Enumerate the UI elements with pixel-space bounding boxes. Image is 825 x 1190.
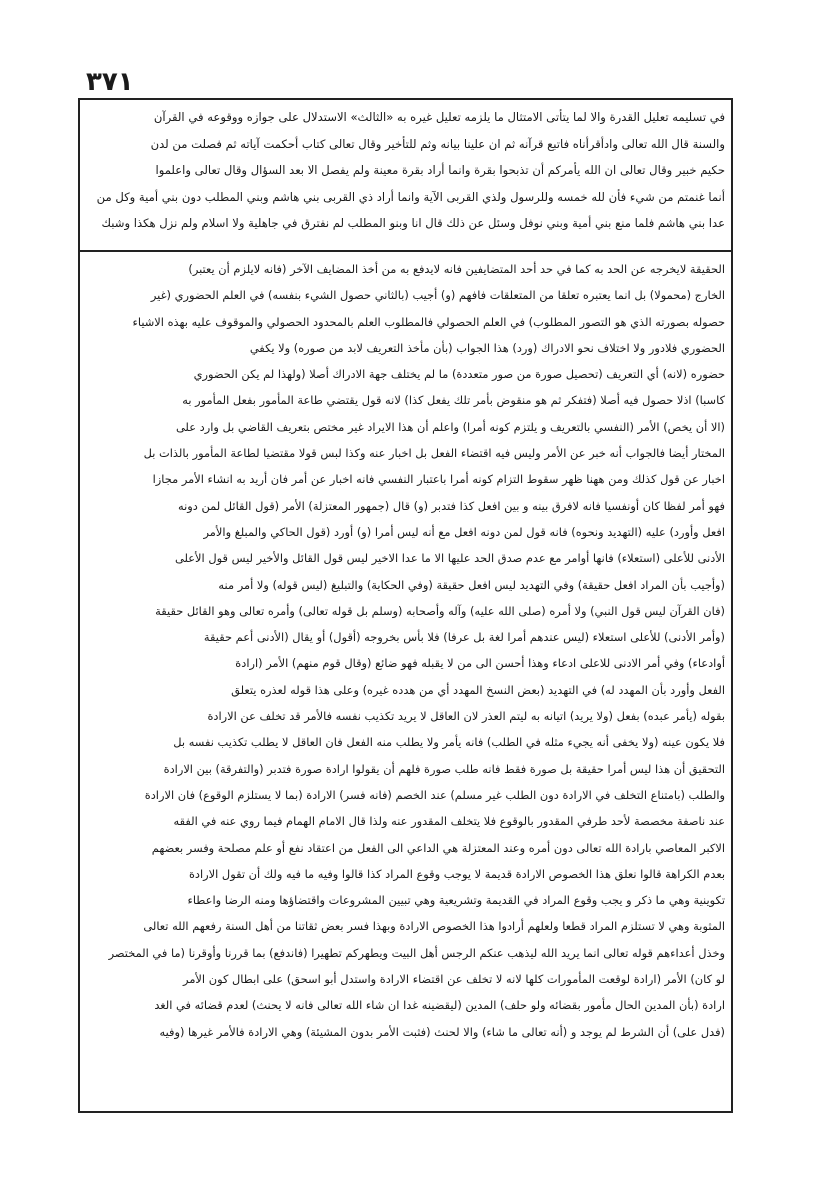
upper-line: في تسليمه تعليل القدرة والا لما يتأتى الامتثال ما يلزمه تعليل غيره به «الثالث» الاستدلال على جوازه ووقوعه في القرآن: [153, 110, 725, 124]
lower-line: الحقيقة لايخرجه عن الحد به كما في حد أحد المتضايفين فانه لايدفع به من أخذ المضايف الآخر (فانه لايلزم أن يعتبر): [188, 262, 725, 276]
lower-line: ارادة (بأن المدين الحال مأمور بقضائه ولو حلف) المدين (ليقضينه غدا ان شاء الله تعالى فانه لا يحنث) لعدم قضائه في الغد: [154, 998, 725, 1013]
lower-line: وخذل أعداءهم قوله تعالى انما يريد الله ليذهب عنكم الرجس أهل البيت ويطهركم تطهيرا (فاندفع) بما قررنا وأوقرنا (ما في المختصر: [108, 945, 725, 960]
lower-line: افعل وأورد) عليه (التهديد ونحوه) فانه قول لمن دونه افعل مع أنه ليس أمرا (و) أورد (قول الحاكي والمبلغ والأمر: [203, 524, 725, 539]
lower-line: والطلب (بامتناع التخلف في الارادة دون الطلب غير مسلم) عند الخصم (فانه فسر) الارادة (بما لا يستلزم الوقوع) فان الارادة: [144, 787, 725, 802]
lower-line: بعدم الكراهة قالوا نعلق هذا الخصوص الارادة قديمة لا يوجب وقوع المراد كذا قالوا وفيه ما فيه ولك أن تقول الارادة: [188, 866, 725, 881]
lower-line: لو كان) الأمر (ارادة لوقعت المأمورات كلها لانه لا تخلف عن اقتضاء الارادة واستدل أبو اسحق) على ابطال كون الأمر: [183, 972, 725, 987]
lower-line: (فان القرآن ليس قول النبي) ولا أمره (صلى الله عليه) وآله وأصحابه (وسلم بل قوله تعالى) وأمره تعالى وهو القائل حقيقة: [155, 603, 725, 618]
lower-line: كاسبا) اذلا حصول فيه أصلا (فتفكر ثم هو منقوض بأمر تلك يفعل كذا) لانه قول يقتضي طاعة المأمور بفعل المأمور به: [182, 393, 725, 408]
upper-line: أنما غنمتم من شيء فأن لله خمسه وللرسول ولذي القربى الآية وانما أراد ذي القربى بني هاشم وبني المطلب دون بني أمية وكل من: [96, 189, 725, 204]
upper-line: عدا بني هاشم فلما منع بني أمية وبني نوفل وسئل عن ذلك قال انا وبنو المطلب لم نفترق في جاهلية ولا اسلام ولم نزل هكذا وشبك: [101, 216, 725, 230]
section-divider: [80, 250, 731, 252]
lower-line: تكوينية وهي ما ذكر و يجب وقوع المراد في القديمة وتشريعية وهي تبيين المشروعات واقتضاؤها ومنه الرضا واعطاء: [187, 893, 725, 908]
lower-line: حضوره (لانه) أي التعريف (تحصيل صورة من صور متعددة) ما لم يختلف جهة الادراك أصلا (ولهذا لم يكن الحضوري: [193, 367, 725, 382]
lower-line: الاكبر المعاصي بارادة الله تعالى دون أمره وعند المعتزلة هي الداعي الى الفعل من اعتقاد نفع أو علم مصلحة وفسر بعضهم: [151, 840, 725, 855]
upper-line: حكيم خبير وقال تعالى ان الله يأمركم أن تذبحوا بقرة وانما أراد بقرة معينة ولم يفصل الا بعد السؤال وقال تعالى واعلموا: [155, 163, 725, 177]
lower-line: بقوله (يأمر عبده) بفعل (ولا يريد) اتيانه به ليتم العذر لان العاقل لا يريد تكذيب نفسه فالأمر قد تخلف عن الارادة: [207, 709, 725, 724]
lower-line: (الا أن يخص) الأمر (النفسي بالتعريف و يلتزم كونه أمرا) واعلم أن هذا الايراد غير مختص بتعريف القاضي بل وارد على: [175, 419, 725, 434]
lower-line: اخبار عن قول كذلك ومن ههنا ظهر سقوط التزام كونه أمرا باعتبار النفسي فانه اخبار عن أمر فان أريد به انشاء الأمر مجازا: [152, 472, 725, 487]
lower-line: حصوله بصورته الذي هو التصور المطلوب) في العلم الحصولي فالمطلوب العلم بالمحدود الحصولي والموقوف عليه بهذه الاشياء: [132, 314, 725, 329]
upper-text-block: [86, 104, 725, 244]
lower-line: المثوبة وهي لا تستلزم المراد قطعا ولعلهم أرادوا هذا الخصوص الارادة وبهذا فسر بعض ثقاتنا من أهل السنة رفعهم الله تعالى: [143, 919, 725, 934]
lower-line: الخارج (محمولا) بل انما يعتبره تعلقا من المتعلقات فافهم (و) أجيب (بالثاني حصول الشيء بنفسه) في العلم الحضوري (غير: [150, 288, 725, 303]
lower-text-block: [86, 256, 725, 1105]
lower-line: (وأمر الأدنى) للأعلى استعلاء (ليس عندهم أمرا لغة بل عرفا) فلا بأس بخروجه (أقول) أو يقال (الأدنى أعم حقيقة: [203, 630, 725, 645]
lower-line: الأدنى للأعلى (استعلاء) فانها أوامر مع عدم صدق الحد عليها الا ما عدا الاخير ليس قول القائل والأخير ليس قول الأعلى: [175, 551, 725, 566]
lower-line: المختار أيضا فالجواب أنه خبر عن الأمر وليس فيه اقتضاء الفعل بل اخبار عنه وكذا لبس قولا مقتضيا لطاعة المأمور بالذات بل: [143, 446, 725, 461]
lower-line: الحضوري فلادور ولا اختلاف نحو الادراك (ورد) هذا الجواب (بأن مأخذ التعريف لابد من صوره) ولا يكفي: [249, 340, 725, 355]
lower-line: أوادعاء) وفي أمر الادنى للاعلى ادعاء وهذا أحسن الى من لا يقبله فهو ضائع (وقال قوم منهم) الأمر (ارادة: [235, 656, 725, 671]
lower-line: (وأجيب بأن المراد افعل حقيقة) وفي التهديد ليس افعل حقيقة (وفي الحكاية) والتبليغ (ليس قوله) ولا أمر منه: [218, 577, 725, 592]
lower-line: عند ناصفة مخصصة لأحد طرفي المقدور بالوقوع فلا يتخلف المقدور عنه ولذا قال الامام الهمام فيما روي عنه في الفقه: [173, 814, 725, 829]
lower-line: فلا يكون عينه (ولا يخفى أنه يجيء مثله في الطلب) فانه يأمر ولا يطلب منه الفعل فان العاقل لا يطلب تكذيب نفسه بل: [173, 735, 725, 750]
upper-line: والسنة قال الله تعالى وادأقرأناه فاتبع قرآنه ثم ان علينا بيانه وثم للتأخير وقال تعالى كتاب أحكمت آياته ثم فصلت من لدن: [150, 136, 725, 151]
page-number: ٣٧١: [86, 67, 134, 97]
text-frame: [78, 98, 733, 1113]
lower-line: فهو أمر لفظا كان أونفسيا فانه لافرق بينه و بين افعل كذا فتدبر (و) قال (جمهور المعتزلة) الأمر (قول القائل لمن دونه: [177, 498, 725, 513]
lower-line: الفعل وأورد بأن المهدد له) في التهديد (بعض النسخ المهدد أي من هدده غيره) وعلى هذا قوله لعذره يتعلق: [231, 682, 725, 697]
lower-line: (فدل على) أن الشرط لم يوجد و (أنه تعالى ما شاء) والا لحنث (فثبت الأمر بدون المشيئة) وهي الارادة فالأمر غيرها (وفيه: [159, 1024, 725, 1039]
lower-line: التحقيق أن هذا ليس أمرا حقيقة بل صورة فقط فانه طلب صورة فلهم أن يقولوا ارادة صورة فتدبر (والتفرقة) بين الارادة: [163, 761, 725, 776]
